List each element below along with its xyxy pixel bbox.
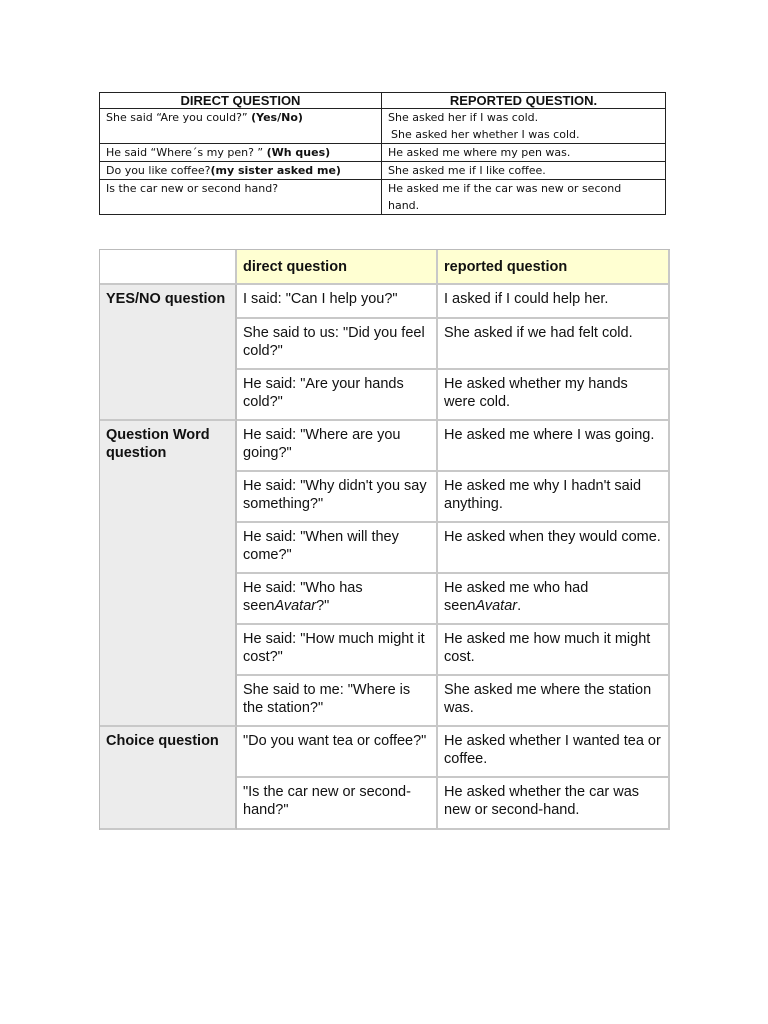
reported-cell xyxy=(382,162,666,180)
category-choice: Choice question xyxy=(100,727,237,830)
direct-cell: He said: "When will they come?" xyxy=(237,523,438,574)
reported-cell: I asked if I could help her. xyxy=(438,285,670,319)
direct-cell: She said to me: "Where is the station?" xyxy=(237,676,438,727)
reported-cell: He asked when they would come. xyxy=(438,523,670,574)
direct-cell xyxy=(100,144,382,162)
direct-cell: "Is the car new or second-hand?" xyxy=(237,778,438,830)
direct-text: He said: "Who has seen xyxy=(243,580,363,614)
table-row xyxy=(100,180,666,215)
reported-cell: He asked whether I wanted tea or coffee. xyxy=(438,727,670,778)
table-row xyxy=(100,727,670,778)
direct-cell: He said: "Why didn't you say something?" xyxy=(237,472,438,523)
reported-cell: She asked if we had felt cold. xyxy=(438,319,670,370)
reported-cell xyxy=(382,109,666,144)
direct-cell xyxy=(100,109,382,144)
direct-text: Is the car new or second hand? xyxy=(106,182,279,195)
category-yes-no: YES/NO question xyxy=(100,285,237,421)
header-reported-question: reported question xyxy=(438,250,670,285)
direct-text: ?" xyxy=(316,598,330,614)
reported-cell xyxy=(438,574,670,625)
reported-cell: She asked me where the station was. xyxy=(438,676,670,727)
direct-cell: "Do you want tea or coffee?" xyxy=(237,727,438,778)
category-question-word: Question Word question xyxy=(100,421,237,727)
reported-text: He asked me if the car was new or second xyxy=(388,182,622,195)
header-direct-question: DIRECT QUESTION xyxy=(100,93,382,109)
table-header-row xyxy=(100,93,666,109)
direct-cell: She said to us: "Did you feel cold?" xyxy=(237,319,438,370)
reported-text: She asked her whether I was cold. xyxy=(391,128,580,141)
question-type-tag: (Yes/No) xyxy=(251,111,303,124)
direct-cell xyxy=(100,162,382,180)
direct-cell: He said: "How much might it cost?" xyxy=(237,625,438,676)
reported-text: . xyxy=(517,598,522,614)
header-direct-question: direct question xyxy=(237,250,438,285)
reported-text: She asked her if I was cold. xyxy=(388,111,539,124)
reported-cell xyxy=(382,180,666,215)
reported-cell: He asked whether my hands were cold. xyxy=(438,370,670,421)
direct-cell xyxy=(100,180,382,215)
table-row xyxy=(100,162,666,180)
direct-text: She said “Are you could?” xyxy=(106,111,252,124)
question-type-tag: (Wh ques) xyxy=(266,146,331,159)
reported-text: hand. xyxy=(388,199,420,212)
title-emphasis: Avatar xyxy=(274,598,317,614)
reported-cell xyxy=(382,144,666,162)
table-row xyxy=(100,109,666,144)
table-row xyxy=(100,421,670,472)
header-reported-question: REPORTED QUESTION. xyxy=(382,93,666,109)
question-types-table xyxy=(99,249,670,830)
direct-text: Do you like coffee? xyxy=(106,164,211,177)
question-type-tag: (my sister asked me) xyxy=(210,164,341,177)
table-row xyxy=(100,285,670,319)
reported-cell: He asked me how much it might cost. xyxy=(438,625,670,676)
reported-text: He asked me where my pen was. xyxy=(388,146,571,159)
reported-cell: He asked whether the car was new or second-hand. xyxy=(438,778,670,830)
direct-cell: He said: "Where are you going?" xyxy=(237,421,438,472)
table-header-row xyxy=(100,250,670,285)
title-emphasis: Avatar xyxy=(475,598,518,614)
table-row xyxy=(100,144,666,162)
reported-text: She asked me if I like coffee. xyxy=(388,164,546,177)
reported-cell: He asked me where I was going. xyxy=(438,421,670,472)
reported-cell: He asked me why I hadn't said anything. xyxy=(438,472,670,523)
direct-reported-summary-table xyxy=(99,92,666,215)
direct-text: He said “Where´s my pen? ” xyxy=(106,146,267,159)
direct-cell xyxy=(237,574,438,625)
header-blank-cell xyxy=(100,250,237,285)
direct-cell: I said: "Can I help you?" xyxy=(237,285,438,319)
reported-text: He asked me who had seen xyxy=(444,580,589,614)
direct-cell: He said: "Are your hands cold?" xyxy=(237,370,438,421)
